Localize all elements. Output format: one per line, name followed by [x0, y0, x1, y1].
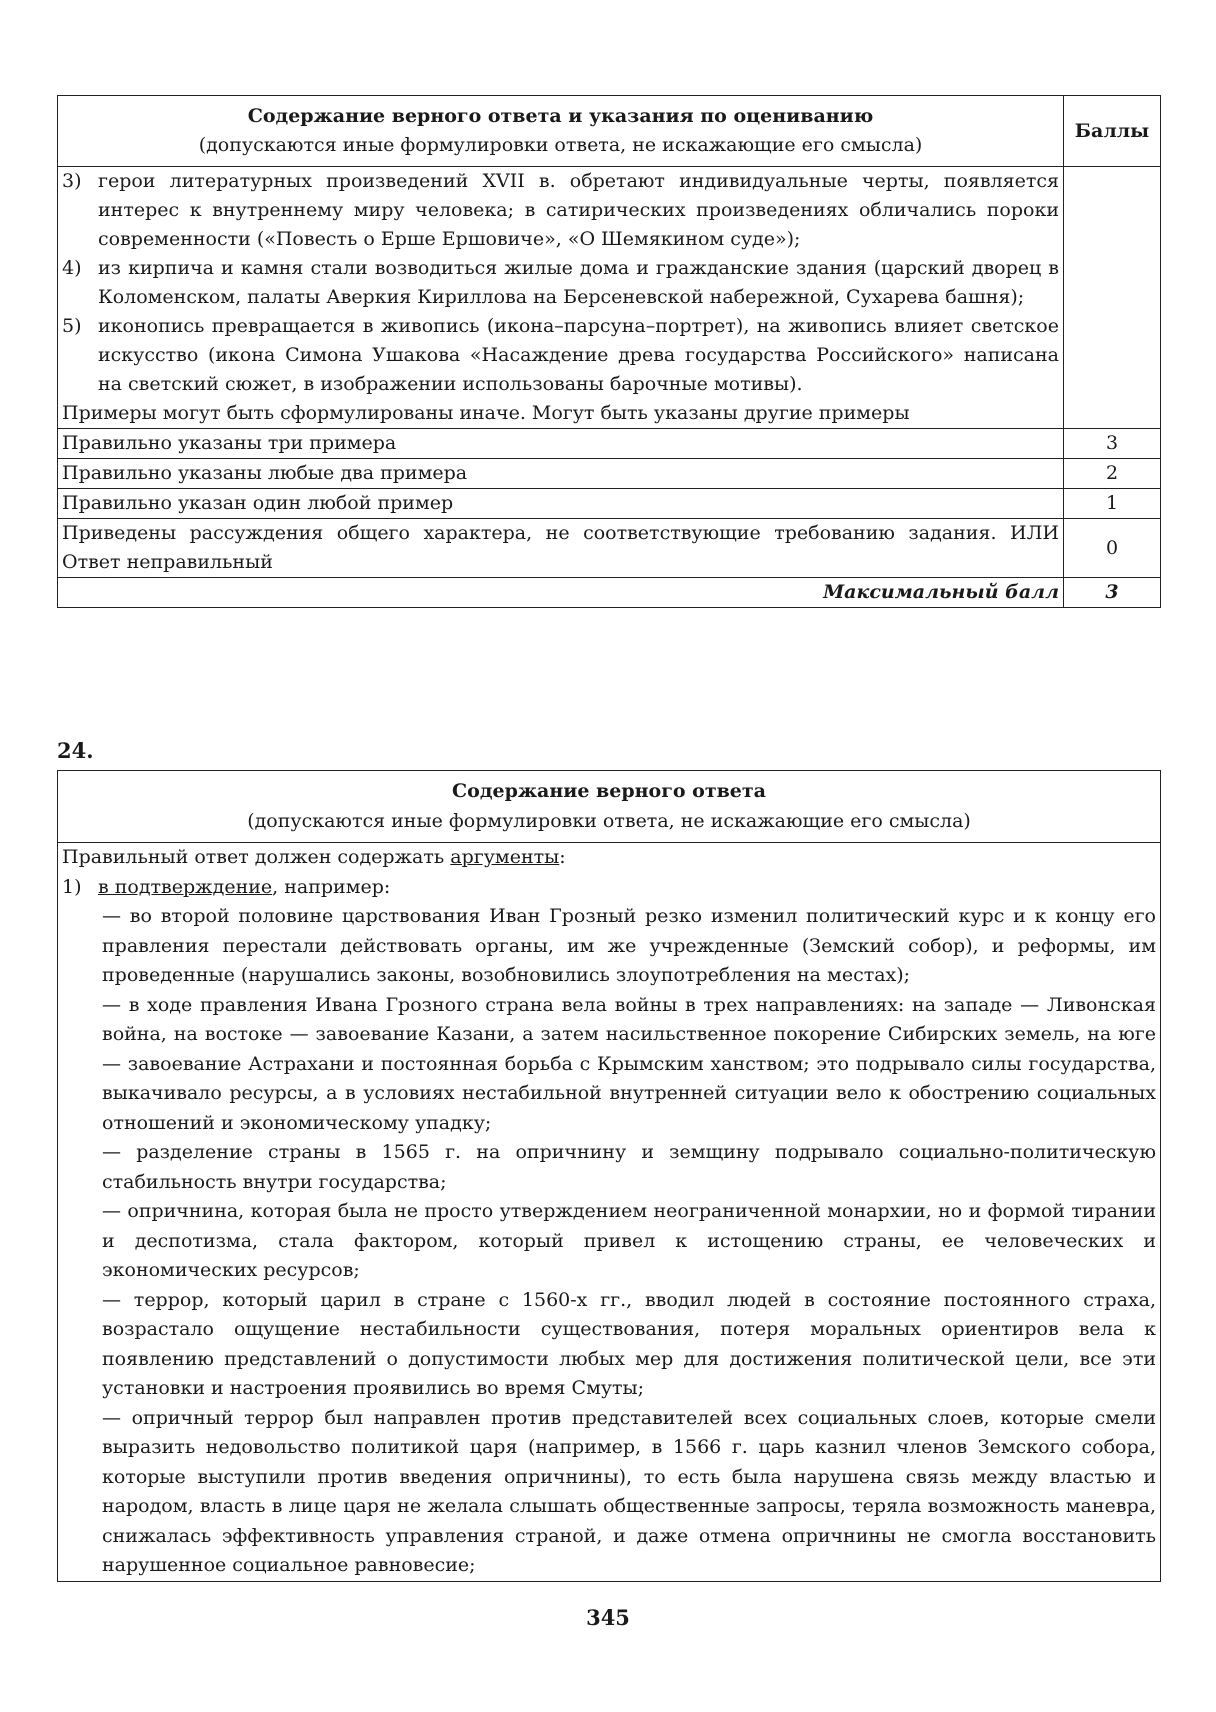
criterion-text: Правильно указаны три примера [58, 429, 1064, 459]
criterion-points: 1 [1064, 489, 1161, 519]
criterion-text: Приведены рассуждения общего характера, не соответствующие требованию задания. ИЛИ Ответ неправильный [58, 519, 1064, 578]
points-column-header: Баллы [1064, 96, 1161, 167]
max-score-label: Максимальный балл [58, 578, 1064, 608]
table-header-title: Содержание верного ответа и указания по оцениванию [247, 105, 874, 127]
argument-item: — опричный террор был направлен против представителей всех социальных слоев, которые смели выразить недовольство политикой царя (например, в 1566 г. царь казнил членов Земского собора, которые выступили против введения опричнины), то есть была нарушена связь между властью и народом, власть в лице царя не желала слышать общественные запросы, теряла возможность маневра, снижалась эффективность управления страной, и даже отмена опричнины не смогла восстановить нарушенное социальное равновесие; [102, 1406, 1156, 1576]
table-header-cell [58, 771, 1161, 843]
max-score-points: 3 [1064, 578, 1161, 608]
answer-content-cell [58, 167, 1064, 429]
table-header-subtitle: (допускаются иные формулировки ответа, не искажающие его смысла) [247, 809, 971, 832]
item-text: из кирпича и камня стали возводиться жилые дома и гражданские здания (царский дворец в Коломенском, палаты Аверкия Кириллова на Берсеневской набережной, Сухарева башня); [98, 257, 1059, 308]
answer-item [62, 254, 1059, 312]
argument-item: — террор, который царил в стране с 1560-х гг., вводил людей в состояние постоянного страха, возрастало ощущение нестабильности существования, потеря моральных ориентиров вела к появлению представлений о допустимости любых мер для достижения политической цели, все эти установки и настроения проявились во время Смуты; [102, 1288, 1156, 1399]
criterion-points: 0 [1064, 519, 1161, 578]
answer-item [62, 167, 1059, 254]
answer-item [62, 873, 1156, 903]
criterion-text: Правильно указан один любой пример [58, 489, 1064, 519]
examples-note: Примеры могут быть сформулированы иначе. Могут быть указаны другие примеры [62, 402, 910, 424]
argument-list [102, 902, 1156, 1581]
argument-item: — опричнина, которая была не просто утверждением неограниченной монархии, но и формой тирании и деспотизма, стала фактором, который привел к истощению страны, ее человеческих и экономических ресурсов; [102, 1200, 1156, 1281]
answer-item [62, 312, 1059, 399]
argument-item: — разделение страны в 1565 г. на опричнину и земщину подрывало социально-политическую стабильность внутри государства; [102, 1141, 1156, 1193]
table-header-title: Содержание верного ответа [452, 780, 766, 802]
item-number: 3) [62, 170, 82, 192]
grading-table [57, 95, 1161, 608]
item-heading: в подтверждение, например: [98, 875, 391, 898]
empty-points-cell [1064, 167, 1161, 429]
item-number: 1) [62, 875, 82, 898]
item-number: 4) [62, 257, 82, 279]
table-header-subtitle: (допускаются иные формулировки ответа, не искажающие его смысла) [198, 134, 923, 156]
argument-item: — во второй половине царствования Иван Грозный резко изменил политический курс и к концу его правления перестали действовать органы, им же учрежденные (Земский собор), и реформы, им проведенные (нарушались законы, возобновились злоупотребления на местах); [102, 905, 1156, 986]
item-number: 5) [62, 315, 82, 337]
item-text: иконопись превращается в живопись (икона–парсуна–портрет), на живопись влияет светское искусство (икона Симона Ушакова «Насаждение древа государства Российского» написана на светский сюжет, в изображении использованы барочные мотивы). [98, 315, 1059, 395]
answer-intro: Правильный ответ должен содержать аргументы: [62, 846, 566, 868]
page-number: 345 [586, 1605, 630, 1630]
criterion-points: 2 [1064, 459, 1161, 489]
answer-table [57, 770, 1161, 1582]
table-header-cell [58, 96, 1064, 167]
criterion-text: Правильно указаны любые два примера [58, 459, 1064, 489]
answer-content-cell [58, 843, 1161, 1582]
underlined-term: аргументы [450, 846, 560, 868]
criterion-points: 3 [1064, 429, 1161, 459]
item-text: герои литературных произведений XVII в. обретают индивидуальные черты, появляется интерес к внутреннему миру человека; в сатирических произведениях обличались пороки современности («Повесть о Ерше Ершовиче», «О Шемякином суде»); [98, 170, 1059, 250]
question-number: 24. [57, 738, 94, 763]
argument-item: — в ходе правления Ивана Грозного страна вела войны в трех направлениях: на западе — Ливонская война, на востоке — завоевание Казани, а затем насильственное покорение Сибирских земель, на юге — завоевание Астрахани и постоянная борьба с Крымским ханством; это подрывало силы государства, выкачивало ресурсы, а в условиях нестабильной внутренней ситуации вело к обострению социальных отношений и экономическому упадку; [102, 993, 1156, 1134]
